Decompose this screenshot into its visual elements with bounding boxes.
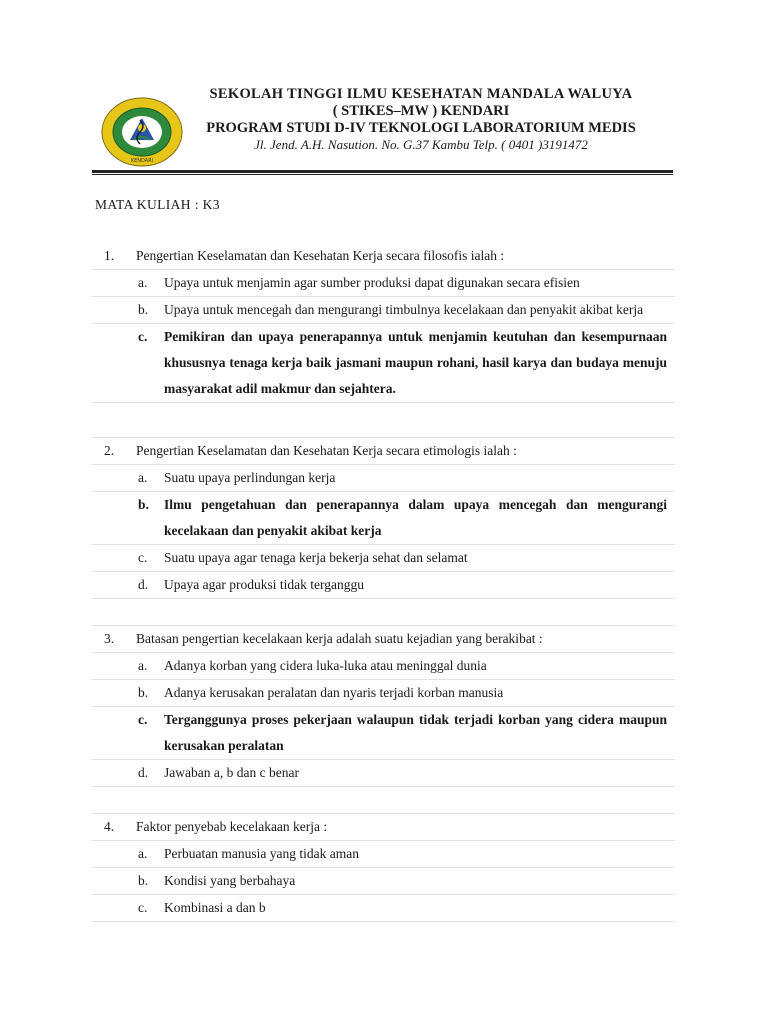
question-number: 3.: [104, 631, 115, 646]
answer-option: [92, 572, 675, 599]
answer-option: [92, 465, 675, 492]
answer-option: [92, 680, 675, 707]
question-spacer: [92, 787, 675, 814]
logo-bottom-text: KENDARI: [130, 158, 154, 164]
answer-option: [92, 270, 675, 297]
answer-option: [92, 895, 675, 922]
institution-name: SEKOLAH TINGGI ILMU KESEHATAN MANDALA WALUYA: [209, 86, 633, 102]
option-letter: d.: [138, 765, 149, 780]
option-letter: a.: [138, 275, 148, 290]
institution-abbr: ( STIKES–MW ) KENDARI: [332, 103, 510, 119]
option-text: Kondisi yang berbahaya: [164, 873, 296, 888]
option-text: Suatu upaya perlindungan kerja: [164, 470, 336, 485]
option-text: Ilmu pengetahuan dan penerapannya dalam upaya mencegah dan mengurangi kecelakaan dan penyakit akibat kerja: [164, 497, 667, 538]
option-letter: a.: [138, 470, 148, 485]
question-number: 2.: [104, 443, 115, 458]
question-text: Pengertian Keselamatan dan Kesehatan Kerja secara filosofis ialah :: [136, 248, 505, 263]
option-letter: b.: [138, 302, 149, 317]
answer-option: [92, 707, 675, 760]
option-letter: a.: [138, 846, 148, 861]
letterhead: [0, 0, 768, 175]
answer-option: [92, 324, 675, 403]
question-number: 1.: [104, 248, 115, 263]
option-text: Adanya korban yang cidera luka-luka atau meninggal dunia: [164, 658, 487, 673]
header-rule-thin: [92, 174, 673, 175]
question-number: 4.: [104, 819, 115, 834]
option-letter: c.: [138, 329, 148, 344]
option-letter: c.: [138, 900, 148, 915]
answer-option: [92, 760, 675, 787]
question-text: Faktor penyebab kecelakaan kerja :: [136, 819, 328, 834]
option-text: Jawaban a, b dan c benar: [164, 765, 299, 780]
option-text: Upaya agar produksi tidak terganggu: [164, 577, 364, 592]
question-row: [92, 243, 675, 270]
letterhead-text: [186, 86, 656, 153]
option-text: Pemikiran dan upaya penerapannya untuk menjamin keutuhan dan kesempurnaan khususnya tenaga kerja baik jasmani maupun rohani, hasil karya dan budaya menuju masyarakat adil makmur dan sejahtera.: [164, 329, 667, 396]
question-list: [92, 243, 675, 946]
answer-option: [92, 545, 675, 572]
option-text: Suatu upaya agar tenaga kerja bekerja sehat dan selamat: [164, 550, 468, 565]
question-row: [92, 626, 675, 653]
option-letter: d.: [138, 577, 149, 592]
option-letter: b.: [138, 685, 149, 700]
institution-logo: [100, 96, 184, 168]
answer-option: [92, 868, 675, 895]
question-row: [92, 814, 675, 841]
option-letter: a.: [138, 658, 148, 673]
institution-address: Jl. Jend. A.H. Nasution. No. G.37 Kambu Telp. ( 0401 )3191472: [254, 137, 588, 152]
option-text: Kombinasi a dan b: [164, 900, 266, 915]
option-text: Upaya untuk mencegah dan mengurangi timbulnya kecelakaan dan penyakit akibat kerja: [164, 302, 644, 317]
question-spacer: [92, 922, 675, 946]
course-title: MATA KULIAH : K3: [95, 197, 220, 212]
option-text: Terganggunya proses pekerjaan walaupun tidak terjadi korban yang cidera maupun kerusakan peralatan: [164, 712, 667, 753]
header-rule-thick: [92, 170, 673, 173]
option-letter: c.: [138, 550, 148, 565]
answer-option: [92, 297, 675, 324]
option-letter: c.: [138, 712, 148, 727]
answer-option: [92, 841, 675, 868]
answer-option: [92, 492, 675, 545]
option-text: Adanya kerusakan peralatan dan nyaris terjadi korban manusia: [164, 685, 504, 700]
question-text: Pengertian Keselamatan dan Kesehatan Kerja secara etimologis ialah :: [136, 443, 517, 458]
question-spacer: [92, 599, 675, 626]
question-row: [92, 438, 675, 465]
program-name: PROGRAM STUDI D-IV TEKNOLOGI LABORATORIUM MEDIS: [206, 120, 636, 136]
option-text: Upaya untuk menjamin agar sumber produksi dapat digunakan secara efisien: [164, 275, 580, 290]
option-text: Perbuatan manusia yang tidak aman: [164, 846, 359, 861]
question-text: Batasan pengertian kecelakaan kerja adalah suatu kejadian yang berakibat :: [136, 631, 543, 646]
option-letter: b.: [138, 497, 149, 512]
option-letter: b.: [138, 873, 149, 888]
answer-option: [92, 653, 675, 680]
question-spacer: [92, 403, 675, 438]
